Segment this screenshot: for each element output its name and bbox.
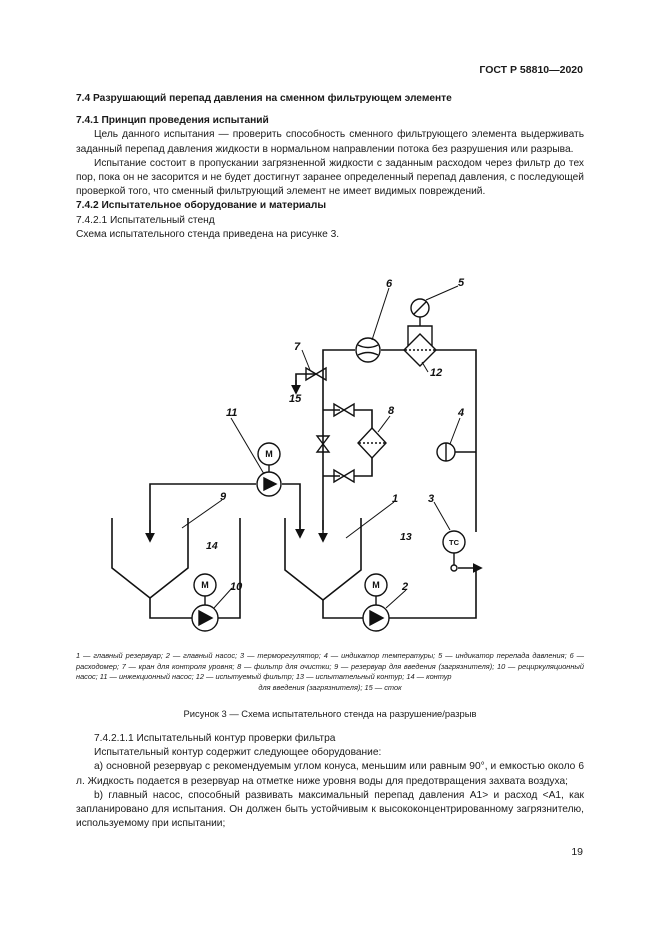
label-5: 5 xyxy=(458,277,465,289)
label-14: 14 xyxy=(206,540,218,552)
test-stand-diagram xyxy=(100,268,500,638)
tc-label: ТС xyxy=(449,538,459,547)
flowmeter-icon xyxy=(356,338,380,362)
page-number: 19 xyxy=(571,846,583,858)
paragraph-method: Испытание состоит в пропускании загрязненной жидкости с заданным расходом через фильтр до тех пор, пока он не засорится и не будет достигнут заранее определенный перепад давления, с последующей проверкой того, что сменный фильтрующий элемент не имеет видимых повреждений. xyxy=(76,157,584,198)
motor-label-10: М xyxy=(201,580,209,590)
item-test-stand: 7.4.2.1 Испытательный стенд xyxy=(76,214,215,226)
bypass-top-b xyxy=(354,410,372,428)
paragraph-intro: Испытательный контур содержит следующее оборудование: xyxy=(94,747,382,759)
item-test-circuit: 7.4.2.1.1 Испытательный контур проверки фильтра xyxy=(94,733,336,744)
equipment-list xyxy=(76,732,584,831)
valve-icons xyxy=(306,368,354,482)
pipe-left-bottom xyxy=(150,598,192,618)
figure-legend xyxy=(76,651,584,693)
list-item-a: a) основной резервуар с рекомендуемым углом конуса, меньшим или равным 90°, и емкостью около 6 л. Жидкость подается в резервуар на отметке ниже уровня воды для предотвращения захвата воздуха; xyxy=(76,761,584,787)
test-filter-icon xyxy=(404,334,436,366)
bypass-bottom-b xyxy=(354,458,372,476)
label-7: 7 xyxy=(294,341,301,353)
legend-line-1: 1 — главный резервуар; 2 — главный насос; 3 — терморегулятор; 4 — индикатор температуры; 5 — индикатор перепада давления; 6 — расходомер; 7 — кран для контроля уровня; 8 — фильтр для очистки; 9 — резервуар для введения (загрязнителя); 10 — рециркуляционный насос; 11 — инжекционный насос; 12 — испытуемый фильтр; 13 — испытательный контур; 14 — контур xyxy=(76,651,584,681)
label-13: 13 xyxy=(400,531,412,543)
label-8: 8 xyxy=(388,405,395,417)
section-content xyxy=(76,92,584,242)
temperature-indicator-icon xyxy=(437,443,476,461)
label-1: 1 xyxy=(392,493,399,505)
riser-pipe xyxy=(323,350,355,530)
pipe-left-return xyxy=(218,518,240,618)
label-11: 11 xyxy=(226,407,238,419)
label-15: 15 xyxy=(289,393,302,405)
paragraph-scheme-ref: Схема испытательного стенда приведена на рисунке 3. xyxy=(76,228,340,240)
motor-label-11: М xyxy=(265,449,273,459)
label-12: 12 xyxy=(430,367,443,379)
subsection-title-2: 7.4.2 Испытательное оборудование и материалы xyxy=(76,200,327,212)
label-10: 10 xyxy=(230,581,243,593)
label-3: 3 xyxy=(428,493,435,505)
cleanup-filter-icon xyxy=(358,428,386,458)
list-item-b: b) главный насос, способный развивать максимальный перепад давления А1> и расход <А1, как запланировано для испытания. Он должен быть устойчивым к высококонцентрированному загрязнителю, используемому при испытании; xyxy=(76,789,584,830)
label-6: 6 xyxy=(386,278,393,290)
paragraph-purpose: Цель данного испытания — проверить способность сменного фильтрующего элемента выдерживать заданный перепад давления жидкости в нормальном направлении потока без разрушения или разрыва. xyxy=(76,129,584,155)
section-title: 7.4 Разрушающий перепад давления на сменном фильтрующем элементе xyxy=(76,93,452,104)
subsection-title-1: 7.4.1 Принцип проведения испытаний xyxy=(76,115,269,127)
figure-caption: Рисунок 3 — Схема испытательного стенда на разрушение/разрыв xyxy=(183,708,477,719)
pipe-main-bottom xyxy=(323,600,363,618)
legend-line-2: для введения (загрязнителя); 15 — сток xyxy=(258,682,402,692)
thermoregulator-icon xyxy=(443,531,465,571)
document-id: ГОСТ Р 58810—2020 xyxy=(479,64,583,76)
label-9: 9 xyxy=(220,491,227,503)
label-2: 2 xyxy=(402,581,409,593)
motor-label-2: М xyxy=(372,580,380,590)
label-4: 4 xyxy=(458,407,465,419)
